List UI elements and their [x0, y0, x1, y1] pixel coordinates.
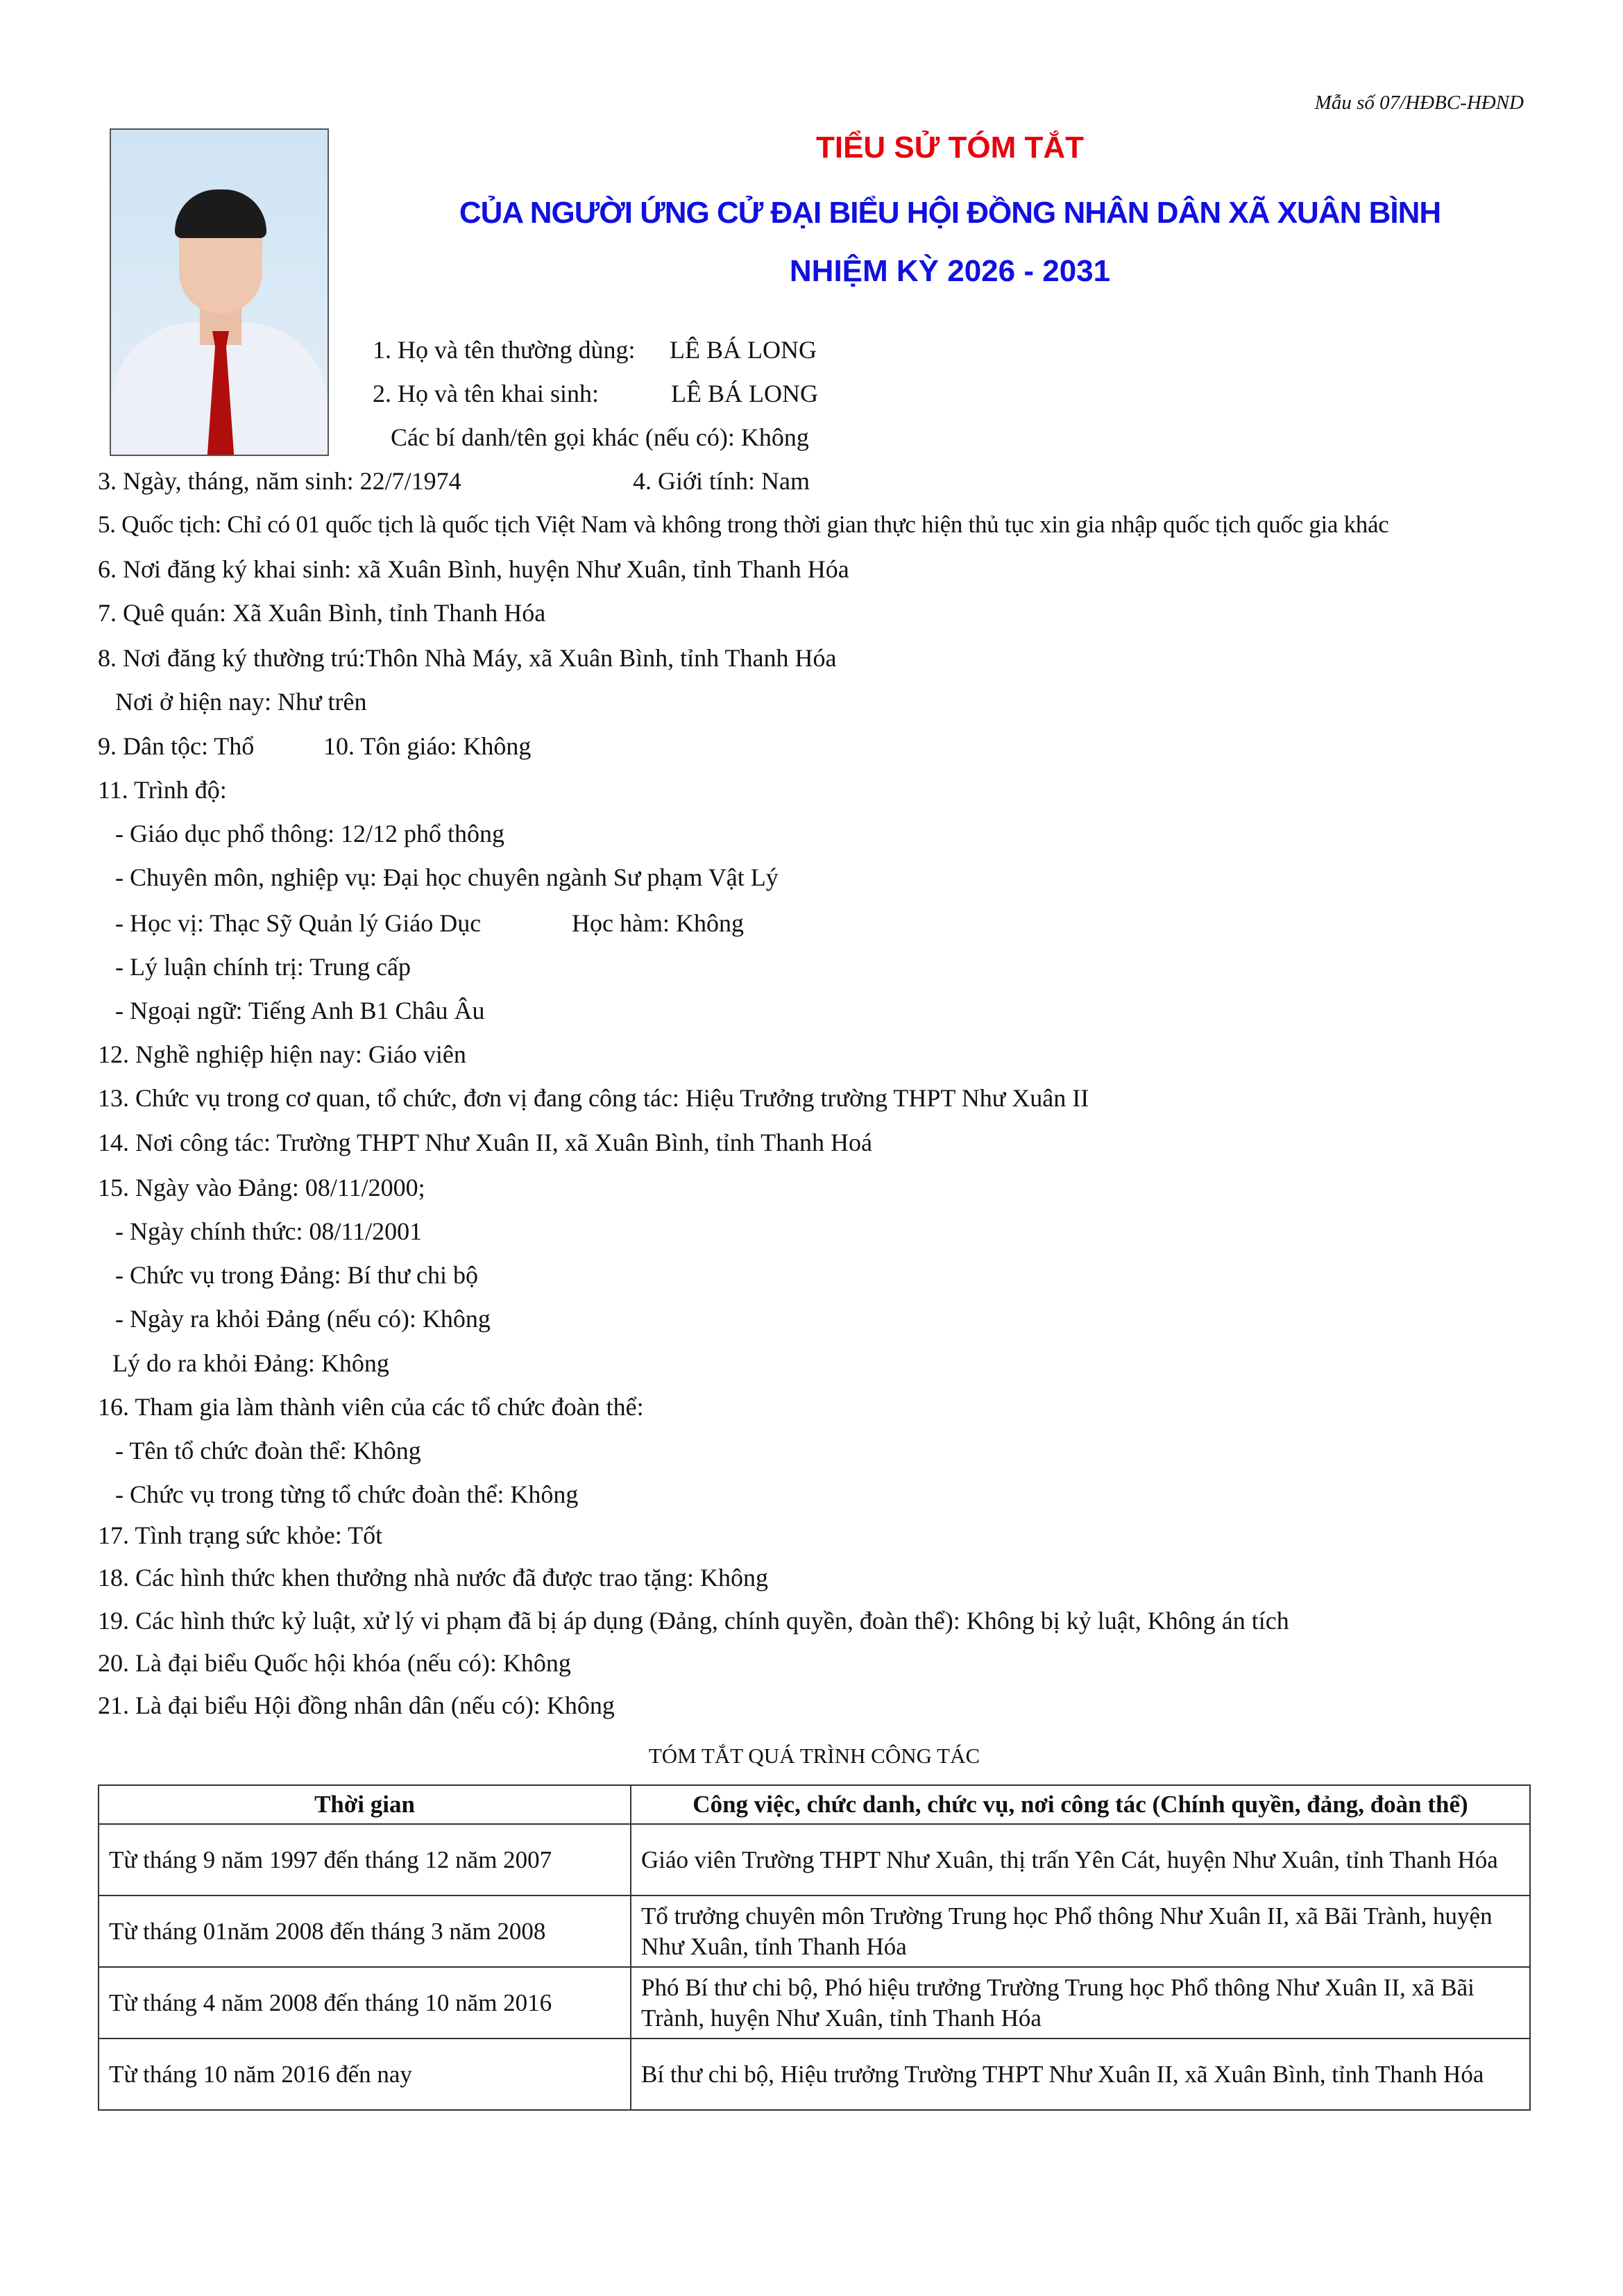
cell-work: Giáo viên Trường THPT Như Xuân, thị trấn Yên Cát, huyện Như Xuân, tỉnh Thanh Hóa [631, 1824, 1530, 1896]
field-organizations-heading: 16. Tham gia làm thành viên của các tổ chức đoàn thể: [98, 1393, 644, 1421]
field-position: 13. Chức vụ trong cơ quan, tổ chức, đơn vị đang công tác: Hiệu Trưởng trường THPT Như Xuân II [98, 1084, 1089, 1112]
header-time: Thời gian [99, 1785, 631, 1824]
candidate-portrait-photo [110, 128, 329, 456]
field-current-residence: Nơi ở hiện nay: Như trên [115, 688, 367, 716]
field-label: 2. Họ và tên khai sinh: [373, 380, 599, 407]
table-header-row [99, 1785, 1530, 1824]
work-history-caption: TÓM TẮT QUÁ TRÌNH CÔNG TÁC [648, 1744, 980, 1768]
field-ethnicity [98, 725, 532, 767]
document-term: NHIỆM KỲ 2026 - 2031 [789, 254, 1111, 288]
cell-time: Từ tháng 9 năm 1997 đến tháng 12 năm 2007 [99, 1824, 631, 1896]
field-party-official-date: - Ngày chính thức: 08/11/2001 [115, 1217, 423, 1245]
field-political-theory: - Lý luận chính trị: Trung cấp [115, 953, 411, 981]
field-birth-name [373, 373, 818, 414]
field-label: 1. Họ và tên thường dùng: [373, 336, 636, 364]
field-nationality: 5. Quốc tịch: Chỉ có 01 quốc tịch là quốc tịch Việt Nam và không trong thời gian thực hiện thủ tục xin gia nhập quốc tịch quốc gia khác [98, 511, 1389, 538]
field-party-position: - Chức vụ trong Đảng: Bí thư chi bộ [115, 1261, 478, 1289]
field-specialization: - Chuyên môn, nghiệp vụ: Đại học chuyên ngành Sư phạm Vật Lý [115, 863, 779, 891]
photo-hair [175, 189, 266, 238]
field-organization-name: - Tên tổ chức đoàn thể: Không [115, 1437, 421, 1464]
cell-time: Từ tháng 4 năm 2008 đến tháng 10 năm 2016 [99, 1967, 631, 2038]
field-label: - Học vị: Thạc Sỹ Quản lý Giáo Dục [115, 909, 482, 937]
form-number: Mẫu số 07/HĐBC-HĐND [1314, 92, 1524, 114]
field-party-leave-reason: Lý do ra khỏi Đảng: Không [112, 1349, 389, 1377]
table-row [99, 1896, 1530, 1967]
field-general-education: - Giáo dục phổ thông: 12/12 phổ thông [115, 820, 504, 847]
field-label: 3. Ngày, tháng, năm sinh: 22/7/1974 [98, 467, 461, 495]
cell-work: Phó Bí thư chi bộ, Phó hiệu trưởng Trường Trung học Phổ thông Như Xuân II, xã Bãi Trành, huyện Như Xuân, tỉnh Thanh Hóa [631, 1967, 1530, 2038]
table-row [99, 2038, 1530, 2110]
field-peoples-council: 21. Là đại biểu Hội đồng nhân dân (nếu có): Không [98, 1691, 615, 1719]
field-degree [115, 902, 744, 944]
field-discipline: 19. Các hình thức kỷ luật, xử lý vi phạm đã bị áp dụng (Đảng, chính quyền, đoàn thể): Không bị kỷ luật, Không án tích [98, 1607, 1289, 1635]
field-value: LÊ BÁ LONG [670, 336, 817, 364]
field-gender: 4. Giới tính: Nam [633, 467, 810, 495]
field-education-heading: 11. Trình độ: [98, 776, 227, 804]
field-academic-title: Học hàm: Không [572, 909, 744, 937]
cell-time: Từ tháng 10 năm 2016 đến nay [99, 2038, 631, 2110]
field-organization-position: - Chức vụ trong từng tổ chức đoàn thể: Không [115, 1480, 579, 1508]
field-common-name [373, 329, 817, 371]
document-title: TIỂU SỬ TÓM TẮT [815, 130, 1085, 164]
cell-time: Từ tháng 01năm 2008 đến tháng 3 năm 2008 [99, 1896, 631, 1967]
field-birth-date [98, 460, 810, 502]
field-hometown: 7. Quê quán: Xã Xuân Bình, tỉnh Thanh Hóa [98, 599, 546, 627]
field-awards: 18. Các hình thức khen thưởng nhà nước đã được trao tặng: Không [98, 1564, 768, 1592]
field-health: 17. Tình trạng sức khỏe: Tốt [98, 1521, 383, 1549]
field-occupation: 12. Nghề nghiệp hiện nay: Giáo viên [98, 1040, 466, 1068]
cell-work: Bí thư chi bộ, Hiệu trưởng Trường THPT Như Xuân II, xã Xuân Bình, tỉnh Thanh Hóa [631, 2038, 1530, 2110]
field-aliases: Các bí danh/tên gọi khác (nếu có): Không [391, 423, 809, 451]
field-religion: 10. Tôn giáo: Không [323, 732, 532, 760]
field-value: LÊ BÁ LONG [671, 380, 818, 407]
table-row [99, 1824, 1530, 1896]
field-foreign-language: - Ngoại ngữ: Tiếng Anh B1 Châu Âu [115, 997, 485, 1024]
header-work: Công việc, chức danh, chức vụ, nơi công tác (Chính quyền, đảng, đoàn thể) [631, 1785, 1530, 1824]
field-party-join-date: 15. Ngày vào Đảng: 08/11/2000; [98, 1174, 425, 1201]
field-birth-registration: 6. Nơi đăng ký khai sinh: xã Xuân Bình, huyện Như Xuân, tỉnh Thanh Hóa [98, 555, 849, 583]
field-national-assembly: 20. Là đại biểu Quốc hội khóa (nếu có): Không [98, 1649, 571, 1677]
work-history-table [98, 1784, 1531, 2111]
field-workplace: 14. Nơi công tác: Trường THPT Như Xuân II, xã Xuân Bình, tỉnh Thanh Hoá [98, 1129, 873, 1156]
field-permanent-residence: 8. Nơi đăng ký thường trú:Thôn Nhà Máy, xã Xuân Bình, tỉnh Thanh Hóa [98, 644, 837, 672]
field-label: 9. Dân tộc: Thổ [98, 732, 255, 760]
table-row [99, 1967, 1530, 2038]
document-subtitle: CỦA NGƯỜI ỨNG CỬ ĐẠI BIỂU HỘI ĐỒNG NHÂN DÂN XÃ XUÂN BÌNH [459, 196, 1441, 230]
field-party-leave-date: - Ngày ra khỏi Đảng (nếu có): Không [115, 1305, 491, 1333]
cell-work: Tổ trưởng chuyên môn Trường Trung học Phổ thông Như Xuân II, xã Bãi Trành, huyện Như Xuân, tỉnh Thanh Hóa [631, 1896, 1530, 1967]
